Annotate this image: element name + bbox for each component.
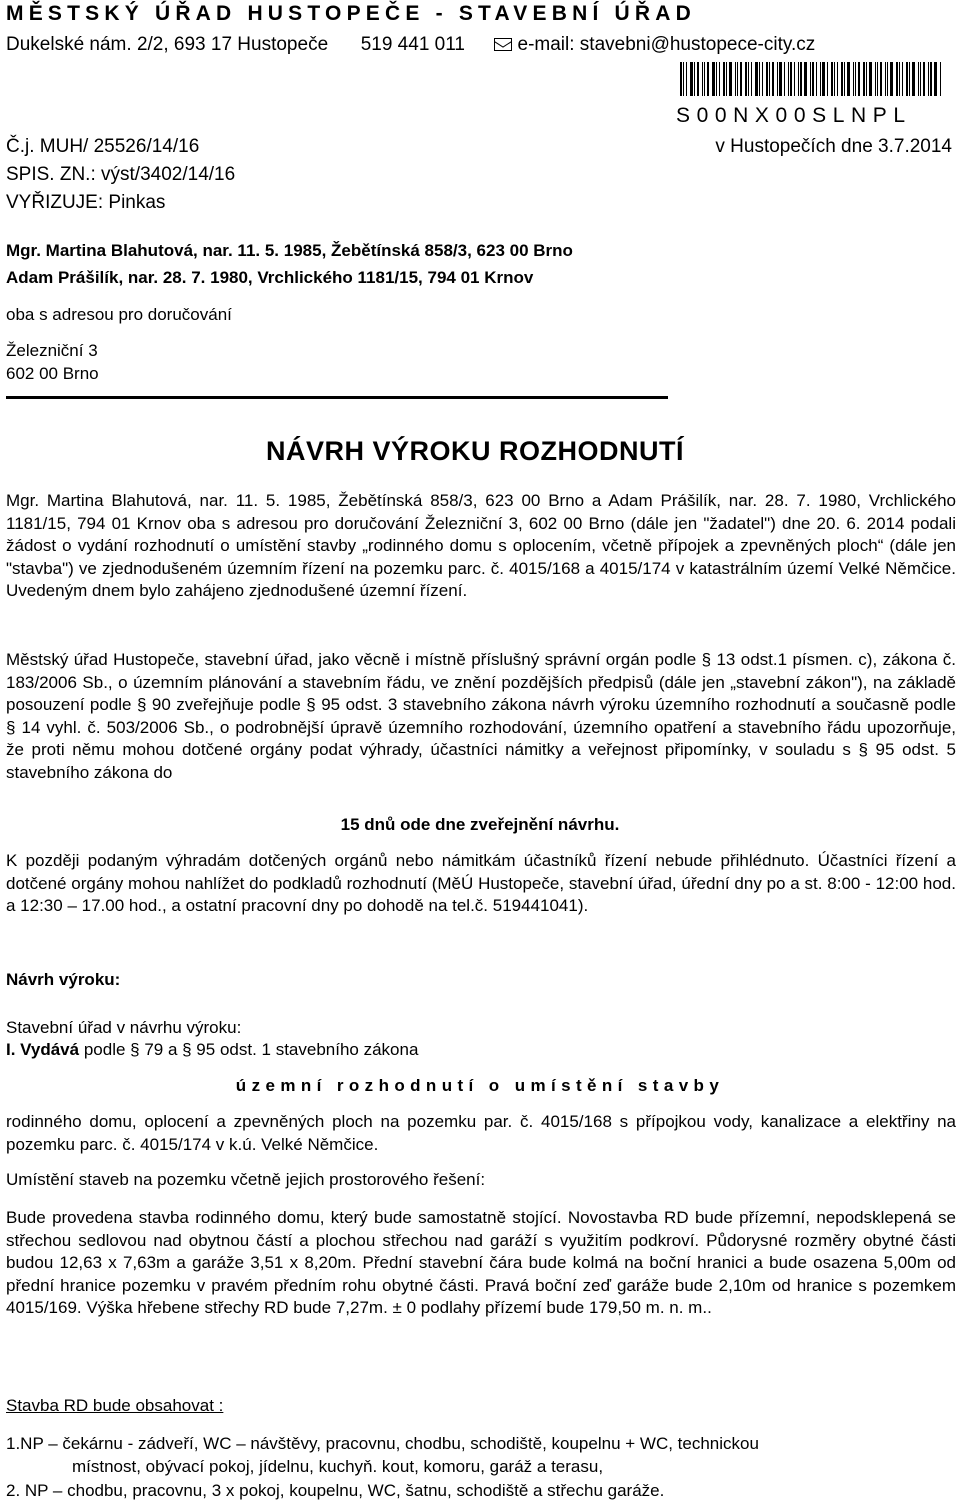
barcode-bar (902, 62, 903, 96)
barcode-bar (827, 62, 828, 96)
barcode-bar (772, 62, 774, 96)
barcode-bar (716, 62, 717, 96)
barcode-bar (930, 62, 932, 96)
placement-heading: Umístění staveb na pozemku včetně jejich prostorového řešení: (6, 1170, 486, 1189)
barcode-bar (831, 62, 833, 96)
barcode-bar (726, 62, 727, 96)
barcode-bar (855, 62, 856, 96)
barcode-bar (690, 62, 693, 96)
barcode-bar (723, 62, 725, 96)
contact-line (6, 34, 815, 56)
barcode-bar (841, 62, 843, 96)
recipient-line-1: Mgr. Martina Blahutová, nar. 11. 5. 1985, Žebětínská 858/3, 623 00 Brno (6, 241, 573, 260)
recipient-line-3: oba s adresou pro doručování (6, 305, 232, 324)
divider-rule (6, 396, 668, 399)
barcode-bar (712, 62, 715, 96)
barcode-bar (834, 62, 835, 96)
list-item-2np: 2. NP – chodbu, pracovnu, 3 x pokoj, koupelnu, WC, šatnu, schodiště a střechu garáže. (6, 1481, 665, 1500)
barcode-bar (735, 62, 736, 96)
barcode-bar (912, 62, 915, 96)
deadline-text: 15 dnů ode dne zveřejnění návrhu. (340, 815, 620, 834)
barcode-bar (784, 62, 785, 96)
barcode-bar (909, 62, 910, 96)
barcode-bar (940, 62, 941, 96)
barcode-bar (812, 62, 814, 96)
barcode-bar (697, 62, 699, 96)
barcode-bar (896, 62, 898, 96)
barcode-bar (719, 62, 720, 96)
barcode-bar (800, 62, 802, 96)
barcode-bar (762, 62, 763, 96)
issue-rest: podle § 79 a § 95 odst. 1 stavebního zákona (83, 1040, 419, 1059)
document-date: v Hustopečích dne 3.7.2014 (715, 136, 952, 157)
document-title: NÁVRH VÝROKU ROZHODNUTÍ (266, 436, 685, 466)
recipient-city: 602 00 Brno (6, 364, 99, 383)
barcode-bar (729, 62, 732, 96)
barcode (680, 62, 946, 96)
barcode-bar (798, 62, 799, 96)
recipient-street: Železniční 3 (6, 341, 98, 360)
barcode-bar (745, 62, 747, 96)
paragraph-application: Mgr. Martina Blahutová, nar. 11. 5. 1985, Žebětínská 858/3, 623 00 Brno a Adam Prášilík, nar. 28. 7. 1980, Vrchlického 1181/15, 794 01 Krnov oba s adresou pro doručování Železniční 3, 602 00 Brno (dále jen "žadatel") dne 20. 6. 2014 podali žádost o vydání rozhodnutí o umístění stavby „rodinného domu s oplocením, včetně přípojek a zpevněných ploch“ (dále jen "stavba") ve zjednodušeném územním řízení na pozemku parc. č. 4015/168 a 4015/174 v katastrálním území Velké Němčice. Uvedeným dnem bylo zahájeno zjednodušené územní řízení. (6, 491, 956, 600)
barcode-bar (899, 62, 900, 96)
barcode-bar (707, 62, 709, 96)
authority-line: Stavební úřad v návrhu výroku: (6, 1018, 242, 1037)
barcode-bar (918, 62, 919, 96)
barcode-bar (890, 62, 893, 96)
barcode-bar (880, 62, 882, 96)
barcode-bar (837, 62, 838, 96)
barcode-bar (869, 62, 872, 96)
barcode-bar (885, 62, 886, 96)
barcode-bar (769, 62, 770, 96)
barcode-bar (863, 62, 865, 96)
barcode-bar (794, 62, 795, 96)
barcode-bar (683, 62, 684, 96)
barcode-bar (740, 62, 742, 96)
barcode-bar (906, 62, 908, 96)
barcode-bar (766, 62, 768, 96)
barcode-bar (853, 62, 854, 96)
barcode-bar (680, 62, 682, 96)
barcode-bar (686, 62, 687, 96)
contents-heading: Stavba RD bude obsahovat : (6, 1396, 224, 1415)
paragraph-access: K později podaným výhradám dotčených orgánů nebo námitkám účastníků řízení nebude přihlédnuto. Účastníci řízení a dotčené orgány mohou nahlížet do podkladů rozhodnutí (MěÚ Hustopeče, stavební úřad, úřední dny po a st. 8:00 - 12:00 hod. a 12:30 – 17.00 hod., a ostatní pracovní dny po dohodě na tel.č. 519441041). (6, 851, 956, 915)
barcode-bar (923, 62, 925, 96)
barcode-bar (875, 62, 876, 96)
list-item-1np-line-1: 1.NP – čekárnu - zádveří, WC – návštěvy, pracovnu, chodbu, schodiště, koupelnu + WC, technickou (6, 1434, 759, 1453)
barcode-bar (790, 62, 792, 96)
barcode-bar (704, 62, 705, 96)
barcode-bar (816, 62, 817, 96)
office-phone: 519 441 011 (360, 34, 465, 55)
barcode-bar (810, 62, 811, 96)
barcode-bar (887, 62, 888, 96)
handled-by: VYŘIZUJE: Pinkas (6, 192, 166, 213)
barcode-bar (777, 62, 778, 96)
barcode-bar (759, 62, 760, 96)
barcode-bar (804, 62, 807, 96)
paragraph-subject: rodinného domu, oplocení a zpevněných ploch na pozemku par. č. 4015/168 s přípojkou vody, kanalizace a elektřiny na pozemku parc. č. 4015/174 v k.ú. Velké Němčice. (6, 1112, 956, 1154)
barcode-bar (934, 62, 937, 96)
list-item-1np-line-2: místnost, obývací pokoj, jídelnu, kuchyň. kout, komoru, garáž a terasu, (72, 1456, 604, 1476)
barcode-bar (748, 62, 749, 96)
envelope-icon (494, 38, 512, 51)
barcode-bar (877, 62, 878, 96)
decision-type-heading: územní rozhodnutí o umístění stavby (235, 1076, 725, 1095)
barcode-bar (820, 62, 821, 96)
list-item-1np (6, 1433, 956, 1478)
barcode-bar (847, 62, 850, 96)
issue-prefix: I. Vydává (6, 1040, 80, 1059)
proposal-heading: Návrh výroku: (6, 970, 121, 989)
letterhead: MĚSTSKÝ ÚŘAD HUSTOPEČE - STAVEBNÍ ÚŘAD (6, 2, 696, 25)
barcode-bar (866, 62, 867, 96)
barcode-bar (737, 62, 738, 96)
barcode-bar (822, 62, 825, 96)
paragraph-authority: Městský úřad Hustopeče, stavební úřad, jako věcně i místně příslušný správní orgán podle § 13 odst.1 písmen. c), zákona č. 183/2006 Sb., o územním plánování a stavebním řádu, ve znění pozdějších předpisů (dále jen „stavební zákon"), na základě posouzení podle § 90 zveřejňuje podle § 95 odst. 3 stavebního zákona návrh výroku územního rozhodnutí a současně podle § 14 vyhl. č. 503/2006 Sb., o podrobnější úpravě územního rozhodování, územního opatření a stavebního řádu upozorňuje, že proti němu mohou dotčené orgány podat výhrady, účastníci námitky a veřejnost připomínky, v souladu s § 95 odst. 5 stavebního zákona do (6, 650, 956, 782)
barcode-text: S00NX00SLNPL (676, 104, 912, 127)
barcode-bar (844, 62, 845, 96)
recipient-line-2: Adam Prášilík, nar. 28. 7. 1980, Vrchlického 1181/15, 794 01 Krnov (6, 268, 534, 287)
barcode-bar (755, 62, 758, 96)
reference-number: Č.j. MUH/ 25526/14/16 (6, 136, 200, 157)
barcode-bar (788, 62, 789, 96)
barcode-bar (779, 62, 782, 96)
issue-line (6, 1040, 418, 1060)
barcode-bar (751, 62, 752, 96)
paragraph-description: Bude provedena stavba rodinného domu, který bude samostatně stojící. Novostavba RD bude přízemní, nepodsklepená se střechou sedlovou nad obytnou částí a plochou střechou nad garáží s využitím podkroví. Půdorysné rozměry obytné části budou 12,63 x 7,63m a garáže 3,51 x 8,20m. Přední stavební čára bude kolmá na boční hranici a bude osazena 5,00m od přední hranice pozemku v pravém předním rohu obytné části. Pravá boční zeď garáže bude 2,10m od hranice s pozemkem 4015/169. Výška hřebene střechy RD bude 7,27m. ± 0 podlahy přízemí bude 179,50 m. n. m.. (6, 1208, 956, 1317)
barcode-bar (858, 62, 860, 96)
file-number: SPIS. ZN.: výst/3402/14/16 (6, 164, 236, 185)
office-email: e-mail: stavebni@hustopece-city.cz (517, 34, 816, 55)
office-address: Dukelské nám. 2/2, 693 17 Hustopeče (6, 34, 329, 55)
barcode-bar (694, 62, 695, 96)
barcode-bar (928, 62, 929, 96)
barcode-bar (702, 62, 703, 96)
barcode-bar (920, 62, 921, 96)
